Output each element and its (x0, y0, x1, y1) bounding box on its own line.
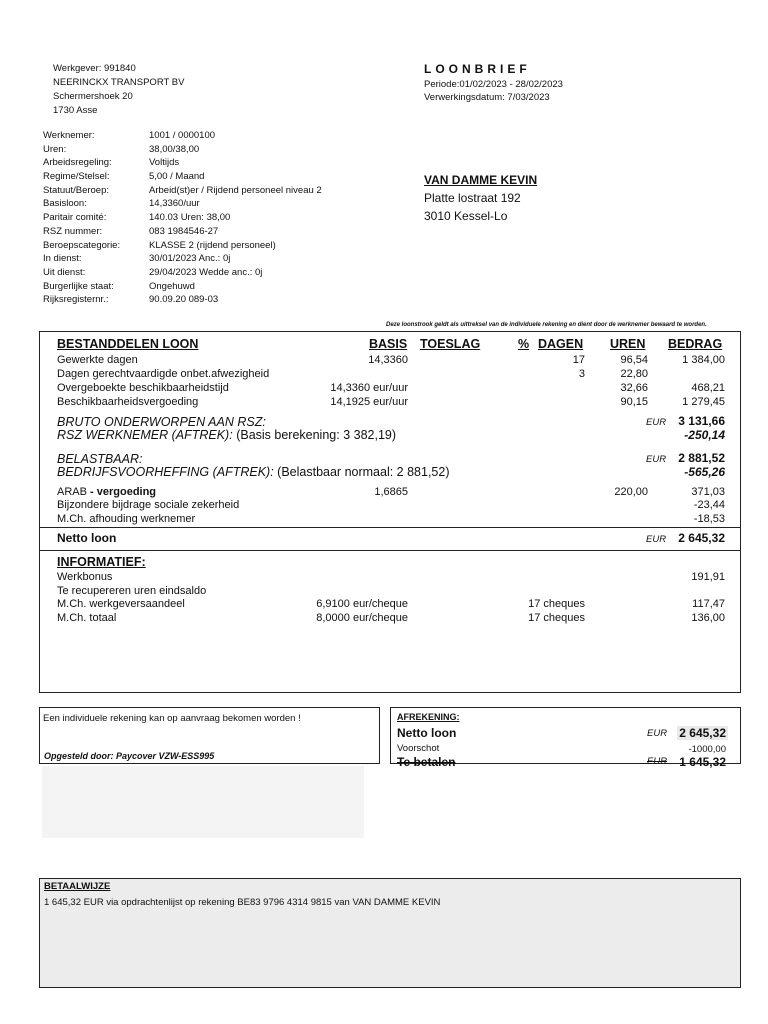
line-basis: 14,3360 (368, 354, 408, 366)
detail-label: Arbeidsregeling: (43, 157, 112, 169)
info-dagen: 17 cheques (528, 612, 585, 624)
rsz-line (57, 428, 396, 442)
info-label: M.Ch. werkgeversaandeel (57, 598, 185, 610)
line-bedrag: 1 384,00 (682, 354, 725, 366)
detail-label: Burgerlijke staat: (43, 280, 114, 292)
settlement-netto-amount: 2 645,32 (679, 726, 726, 740)
detail-row (43, 293, 409, 307)
detail-row (43, 197, 409, 211)
settlement-to-pay-label: Te betalen (397, 755, 456, 769)
detail-value: 083 1984546-27 (149, 225, 219, 237)
line-uren: 96,54 (620, 354, 648, 366)
detail-label: Statuut/Beroep: (43, 184, 110, 196)
detail-value: KLASSE 2 (rijdend personeel) (149, 239, 276, 251)
arab-label-b: - vergoeding (86, 486, 157, 498)
grey-block (42, 766, 364, 838)
detail-value: Voltijds (149, 157, 180, 169)
line-label: Overgeboekte beschikbaarheidstijd (57, 382, 229, 394)
detail-value: Arbeid(st)er / Rijdend personeel niveau 2 (149, 184, 322, 196)
bv-line (57, 465, 450, 479)
bv-amount: -565,26 (684, 465, 725, 479)
header-toeslag: TOESLAG (420, 337, 481, 351)
settlement-advance-label: Voorschot (397, 743, 440, 754)
settlement-advance-amount: -1000,00 (688, 744, 726, 755)
settlement-to-pay-currency: EUR (647, 756, 668, 767)
detail-label: Basisloon: (43, 198, 87, 210)
employer-block (53, 62, 184, 118)
belastbaar-amount: 2 881,52 (678, 451, 725, 465)
detail-label: RSZ nummer: (43, 225, 103, 237)
line-basis: 14,1925 eur/uur (330, 396, 408, 408)
netto-label: Netto loon (57, 531, 117, 545)
netto-separator-bottom (39, 550, 741, 551)
header-basis: BASIS (369, 337, 408, 351)
settlement-to-pay-amount: 1 645,32 (679, 755, 726, 769)
line-uren: 90,15 (620, 396, 648, 408)
addressee-street: Platte lostraat 192 (424, 191, 521, 205)
payment-method-title: BETAALWIJZE (44, 881, 111, 892)
detail-label: Uren: (43, 143, 67, 155)
detail-row (43, 266, 409, 280)
info-basis: 6,9100 eur/cheque (316, 598, 408, 610)
detail-value: Ongehuwd (149, 280, 195, 292)
detail-row (43, 211, 409, 225)
rsz-label: RSZ WERKNEMER (AFTREK): (57, 428, 233, 442)
detail-value: 38,00/38,00 (149, 143, 200, 155)
arab-uren: 220,00 (614, 486, 648, 498)
detail-value: 14,3360/uur (149, 198, 200, 210)
payslip-processing-date: Verwerkingsdatum: 7/03/2023 (424, 92, 550, 103)
bv-label: BEDRIJFSVOORHEFFING (AFTREK): (57, 465, 274, 479)
line-dagen: 3 (578, 368, 585, 380)
addressee-block (424, 172, 537, 225)
detail-row (43, 170, 409, 184)
detail-value: 1001 / 0000100 (149, 130, 216, 141)
detail-row (43, 225, 409, 239)
detail-value: 5,00 / Maand (149, 171, 205, 183)
settlement-title: AFREKENING: (397, 712, 460, 722)
info-amount: 136,00 (691, 612, 725, 624)
detail-row (43, 156, 409, 170)
prepared-by: Opgesteld door: Paycover VZW-ESS995 (44, 751, 215, 761)
settlement-netto-currency: EUR (647, 728, 668, 739)
bruto-amount: 3 131,66 (678, 414, 725, 428)
line-label: Dagen gerechtvaardigde onbet.afwezigheid (57, 368, 270, 380)
deduction-label: M.Ch. afhouding werknemer (57, 513, 196, 525)
payment-method-box (39, 878, 741, 988)
detail-value: 30/01/2023 Anc.: 0j (149, 253, 231, 265)
deduction-amount: -18,53 (693, 513, 725, 525)
line-label: Gewerkte dagen (57, 354, 138, 366)
employer-id: Werkgever: 991840 (53, 63, 136, 74)
line-bedrag: 1 279,45 (682, 396, 725, 408)
individual-account-box (39, 707, 380, 764)
legal-notice: Deze loonstrook geldt als uittreksel van de individuele rekening en dient door de werknemer bewaard te worden. (386, 322, 707, 328)
addressee-name: VAN DAMME KEVIN (424, 173, 538, 187)
info-basis: 8,0000 eur/cheque (316, 612, 408, 624)
detail-label: Rijksregisternr.: (43, 294, 109, 306)
detail-label: Uit dienst: (43, 266, 86, 278)
rsz-basis: (Basis berekening: 3 382,19) (236, 428, 397, 442)
detail-label: Paritair comité: (43, 212, 107, 224)
arab-basis: 1,6865 (374, 486, 408, 498)
netto-separator-top (39, 527, 741, 528)
info-amount: 191,91 (691, 571, 725, 583)
employer-street: Schermershoek 20 (53, 91, 133, 102)
detail-label: In dienst: (43, 253, 82, 265)
info-dagen: 17 cheques (528, 598, 585, 610)
detail-value: 140.03 Uren: 38,00 (149, 212, 231, 224)
detail-row (43, 184, 409, 198)
info-label: M.Ch. totaal (57, 612, 117, 624)
arab-label (57, 486, 156, 499)
detail-row (43, 280, 409, 294)
detail-row (43, 252, 409, 266)
detail-label: Regime/Stelsel: (43, 171, 110, 183)
info-title: INFORMATIEF: (57, 555, 146, 569)
bruto-label: BRUTO ONDERWORPEN AAN RSZ: (57, 415, 266, 429)
detail-row (43, 239, 409, 253)
header-bedrag: BEDRAG (668, 337, 723, 351)
deduction-label: Bijzondere bijdrage sociale zekerheid (57, 499, 240, 511)
individual-account-note: Een individuele rekening kan op aanvraag bekomen worden ! (43, 713, 301, 724)
bv-basis: (Belastbaar normaal: 2 881,52) (277, 465, 450, 479)
payslip-title: LOONBRIEF (424, 62, 531, 76)
info-amount: 117,47 (692, 598, 725, 610)
header-components: BESTANDDELEN LOON (57, 337, 199, 351)
line-bedrag: 468,21 (691, 382, 725, 394)
detail-value: 29/04/2023 Wedde anc.: 0j (149, 266, 263, 278)
info-label: Werkbonus (57, 571, 113, 583)
netto-currency: EUR (646, 534, 667, 545)
rsz-amount: -250,14 (684, 428, 725, 442)
settlement-box (390, 707, 741, 769)
addressee-city: 3010 Kessel-Lo (424, 209, 508, 223)
netto-amount: 2 645,32 (678, 531, 725, 545)
belastbaar-label: BELASTBAAR: (57, 452, 143, 466)
detail-row (43, 129, 409, 143)
line-uren: 22,80 (620, 368, 648, 380)
detail-label: Beroepscategorie: (43, 239, 121, 251)
header-percent: % (518, 337, 530, 351)
deduction-amount: -23,44 (693, 499, 725, 511)
header-dagen: DAGEN (538, 337, 584, 351)
employee-details (43, 129, 409, 307)
detail-row (43, 143, 409, 157)
payslip-period: Periode:01/02/2023 - 28/02/2023 (424, 79, 563, 90)
header-uren: UREN (610, 337, 646, 351)
line-label: Beschikbaarheidsvergoeding (57, 396, 199, 408)
line-dagen: 17 (572, 354, 585, 366)
bruto-currency: EUR (646, 417, 667, 428)
employer-name: NEERINCKX TRANSPORT BV (53, 77, 185, 88)
payment-method-text: 1 645,32 EUR via opdrachtenlijst op rekening BE83 9796 4314 9815 van VAN DAMME KEVIN (44, 897, 441, 908)
line-basis: 14,3360 eur/uur (330, 382, 408, 394)
arab-label-a: ARAB (57, 486, 87, 498)
info-label: Te recupereren uren eindsaldo (57, 585, 207, 597)
employer-city: 1730 Asse (53, 105, 98, 116)
belastbaar-currency: EUR (646, 454, 667, 465)
line-uren: 32,66 (620, 382, 648, 394)
settlement-netto-label: Netto loon (397, 726, 457, 740)
arab-bedrag: 371,03 (691, 486, 725, 498)
detail-value: 90.09.20 089-03 (149, 294, 219, 306)
detail-label: Werknemer: (43, 130, 95, 141)
